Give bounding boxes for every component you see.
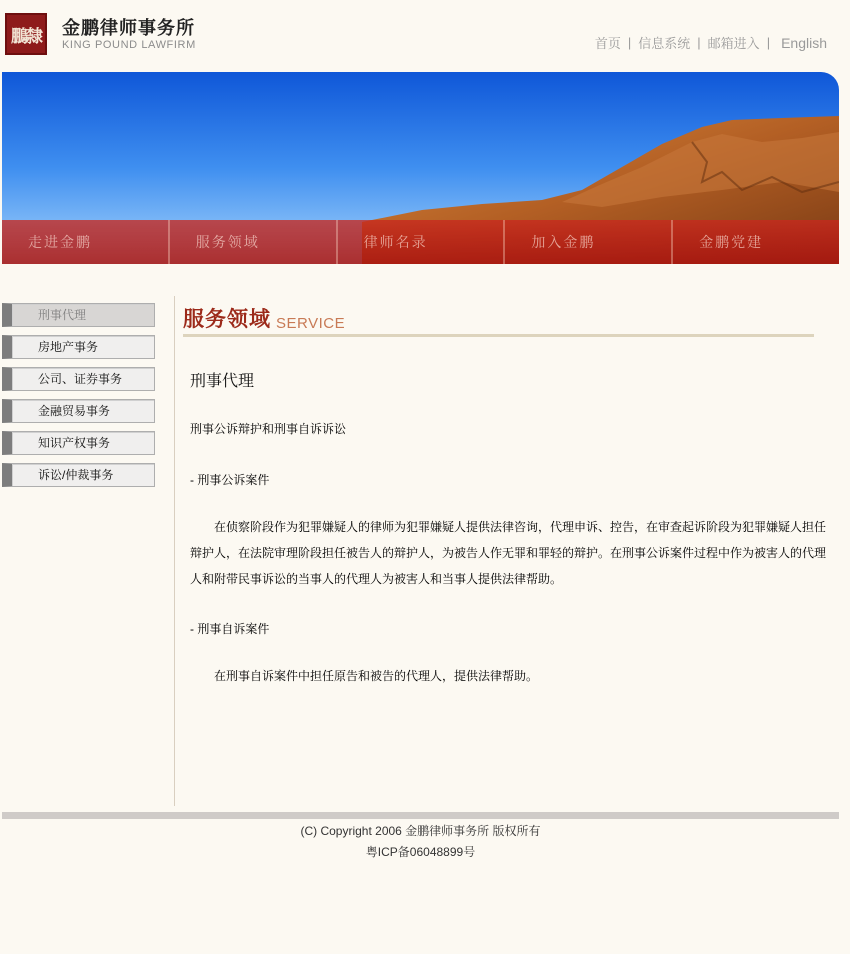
separator: | [766,35,771,50]
top-nav-english[interactable]: English [781,34,827,51]
sidebar-item-real-estate[interactable]: 房地产事务 [2,335,155,359]
main-nav [2,220,839,264]
sidebar-item-finance[interactable]: 金融贸易事务 [2,399,155,423]
content-subtitle: 刑事公诉辩护和刑事自诉诉讼 [190,422,347,436]
section-title-cn: 服务领域 [183,307,271,331]
logo-subtitle: KING POUND LAWFIRM [62,39,196,51]
sidebar-item-corporate[interactable]: 公司、证券事务 [2,367,155,391]
banner [2,72,839,264]
footer-icp[interactable]: 粤ICP备06048899号 [365,845,476,859]
vertical-divider [174,296,175,806]
main-content [190,368,836,717]
section-title-en: SERVICE [276,315,346,332]
logo-seal: 鵬隸 [5,13,47,55]
separator: | [697,35,701,50]
top-nav-home[interactable]: 首页 [594,36,621,51]
logo-name: 金鹏律师事务所 [62,18,195,39]
main-nav-item-lawyers[interactable]: 律师名录 [338,220,506,264]
footer [2,821,839,863]
main-nav-item-party[interactable]: 金鹏党建 [673,220,839,264]
section-title [183,303,345,333]
separator: | [627,35,632,50]
main-nav-item-join[interactable]: 加入金鹏 [505,220,673,264]
top-nav [595,33,827,52]
main-nav-item-about[interactable]: 走进金鹏 [2,220,170,264]
sidebar-item-criminal[interactable]: 刑事代理 [2,303,155,327]
footer-bar [2,812,839,819]
case-title-private: - 刑事自诉案件 [190,622,270,636]
sidebar-menu [2,303,155,495]
top-nav-info-system[interactable]: 信息系统 [638,36,691,51]
title-rule [183,334,814,337]
case-title-public: - 刑事公诉案件 [190,473,270,487]
footer-copyright: (C) Copyright 2006 金鹏律师事务所 版权所有 [300,824,541,838]
main-nav-item-services[interactable]: 服务领域 [170,220,338,264]
case-text-public: 在侦察阶段作为犯罪嫌疑人的律师为犯罪嫌疑人提供法律咨询，代理申诉、控告，在审查起诉阶段为犯罪嫌疑人担任辩护人，在法院审理阶段担任被告人的辩护人，为被告人作无罪和罪轻的辩护。在刑事公诉案件过程中作为被害人的代理人和附带民事诉讼的当事人的代理人为被害人和当事人提供法律帮助。 [190,520,827,586]
case-text-private: 在刑事自诉案件中担任原告和被告的代理人，提供法律帮助。 [214,669,539,683]
sidebar-item-litigation[interactable]: 诉讼/仲裁事务 [2,463,155,487]
sidebar-item-ip[interactable]: 知识产权事务 [2,431,155,455]
content-heading: 刑事代理 [190,373,255,390]
top-nav-mail[interactable]: 邮箱进入 [707,36,760,51]
